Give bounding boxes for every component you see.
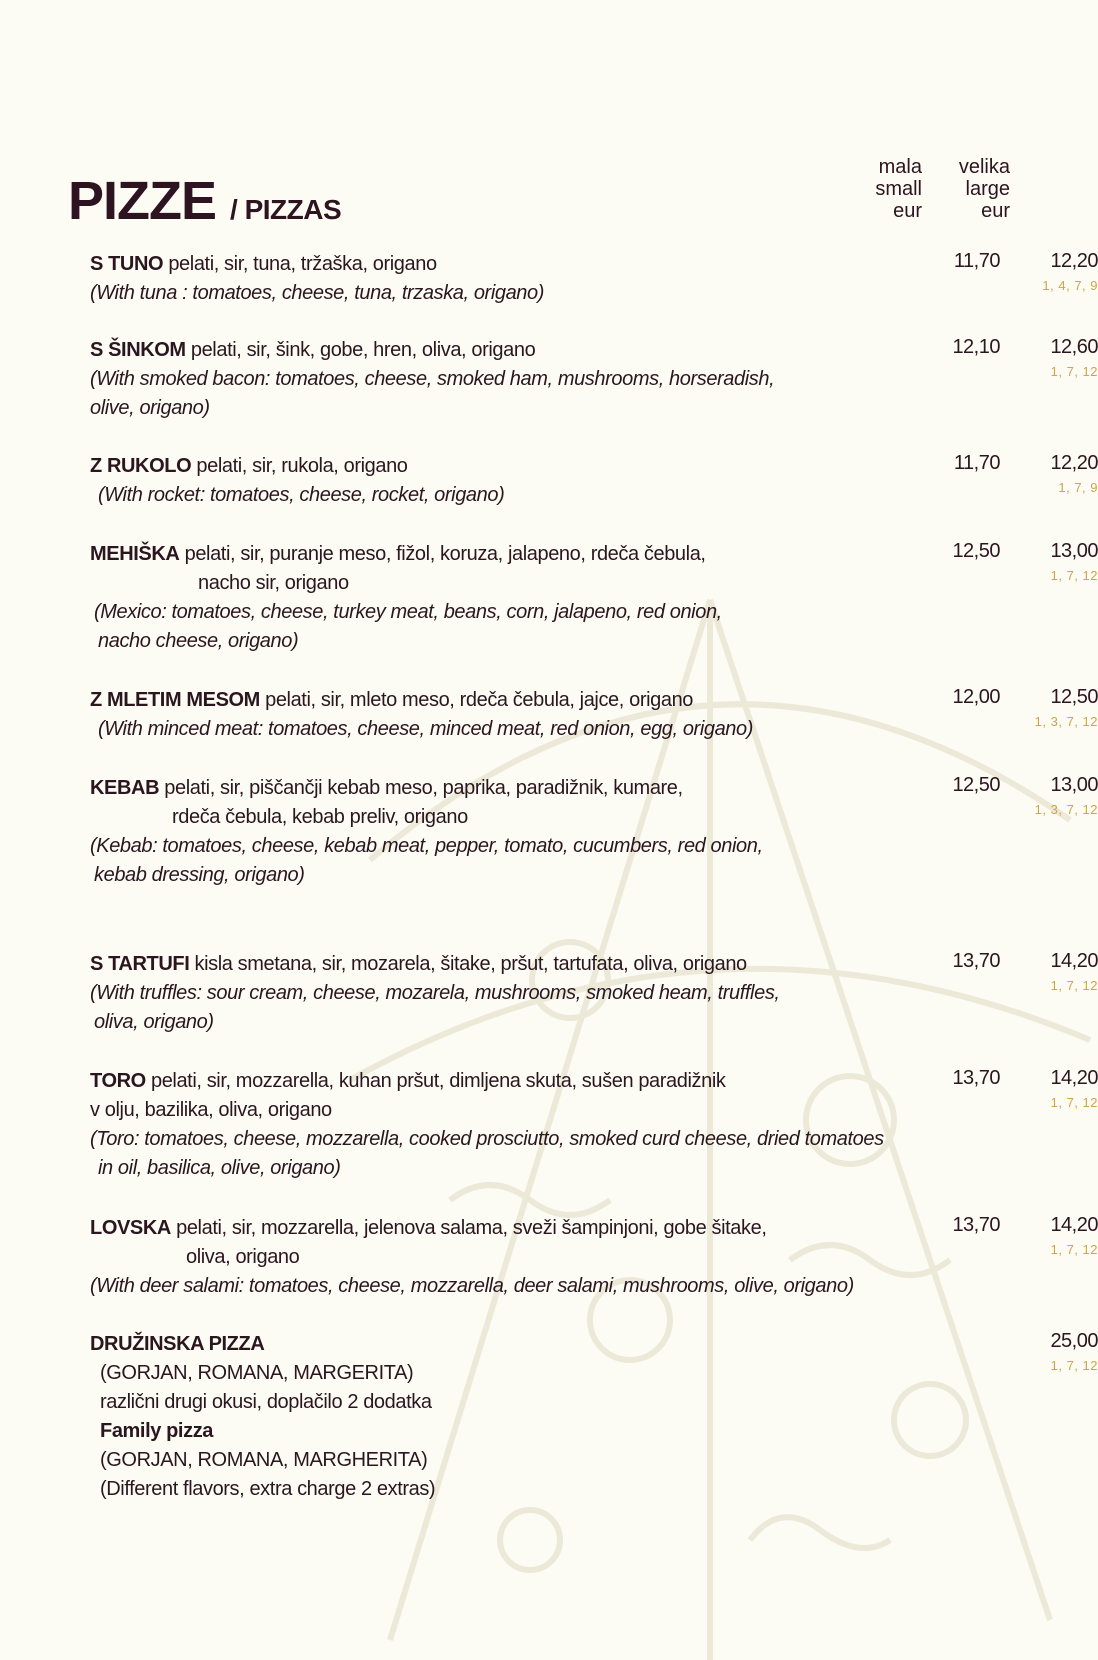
- item-description: [90, 540, 920, 656]
- family-flavors-english: (GORJAN, ROMANA, MARGHERITA): [100, 1449, 428, 1471]
- item-ingredients: pelati, sir, piščančji kebab meso, paprika, paradižnik, kumare,: [159, 777, 683, 799]
- item-name: TORO: [90, 1070, 146, 1092]
- menu-item: [90, 950, 1098, 1037]
- price-large: 12,60: [1050, 336, 1098, 358]
- column-large-label-sl: velika: [958, 156, 1010, 178]
- allergen-codes: 1, 3, 7, 12: [1034, 802, 1098, 817]
- item-name: DRUŽINSKA PIZZA: [90, 1333, 265, 1355]
- menu-item: [90, 452, 1098, 510]
- menu-item: [90, 336, 1098, 423]
- allergen-codes: 1, 3, 7, 12: [1034, 714, 1098, 729]
- item-english: (Toro: tomatoes, cheese, mozzarella, cooked prosciutto, smoked curd cheese, dried tomatoes: [90, 1128, 884, 1150]
- column-large-label-en: large: [965, 178, 1010, 200]
- allergen-codes: 1, 7, 12: [1050, 1242, 1098, 1257]
- allergen-codes: 1, 4, 7, 9: [1042, 278, 1098, 293]
- item-english: (With deer salami: tomatoes, cheese, mozzarella, deer salami, mushrooms, olive, origano): [90, 1275, 854, 1297]
- price-small: 13,70: [952, 1067, 1000, 1089]
- item-english-cont: kebab dressing, origano): [94, 864, 305, 886]
- family-note-english: (Different flavors, extra charge 2 extras): [100, 1478, 436, 1500]
- item-name: KEBAB: [90, 777, 160, 799]
- column-small-label-sl: mala: [878, 156, 922, 178]
- allergen-codes: 1, 7, 12: [1050, 1095, 1098, 1110]
- family-flavors: (GORJAN, ROMANA, MARGERITA): [100, 1362, 414, 1384]
- price-large: 14,20: [1050, 1214, 1098, 1236]
- price-large: 12,50: [1050, 686, 1098, 708]
- column-small-label-en: small: [875, 178, 922, 200]
- item-ingredients: pelati, sir, tuna, tržaška, origano: [163, 253, 437, 275]
- title-subtitle: / PIZZAS: [230, 194, 342, 225]
- price-small: 11,70: [953, 452, 1000, 474]
- menu-header: [0, 150, 1080, 230]
- price-small: 12,50: [952, 774, 1000, 796]
- column-large-currency: eur: [981, 200, 1010, 222]
- price-large: 12,20: [1050, 452, 1098, 474]
- family-pizza-description: [90, 1330, 1080, 1504]
- family-note: različni drugi okusi, doplačilo 2 dodatka: [100, 1391, 432, 1413]
- item-name: S ŠINKOM: [90, 339, 186, 361]
- item-description: [90, 774, 920, 890]
- item-ingredients-cont: nacho sir, origano: [198, 572, 349, 594]
- item-english: (With truffles: sour cream, cheese, mozarela, mushrooms, smoked heam, truffles,: [90, 982, 780, 1004]
- column-small-currency: eur: [893, 200, 922, 222]
- price-small: 11,70: [953, 250, 1000, 272]
- menu-item: [90, 774, 1098, 890]
- menu-item: [90, 1067, 1098, 1183]
- item-ingredients-cont: rdeča čebula, kebab preliv, origano: [172, 806, 468, 828]
- item-ingredients: pelati, sir, mozzarella, jelenova salama, sveži šampinjoni, gobe šitake,: [170, 1217, 767, 1239]
- item-english-cont: nacho cheese, origano): [98, 630, 299, 652]
- item-ingredients-cont: v olju, bazilika, oliva, origano: [90, 1099, 332, 1121]
- item-name: S TARTUFI: [90, 953, 190, 975]
- price-large: 14,20: [1050, 1067, 1098, 1089]
- item-ingredients: pelati, sir, rukola, origano: [191, 455, 408, 477]
- item-ingredients: kisla smetana, sir, mozarela, šitake, pršut, tartufata, oliva, origano: [189, 953, 747, 975]
- allergen-codes: 1, 7, 12: [1050, 1358, 1098, 1373]
- item-ingredients: pelati, sir, mleto meso, rdeča čebula, jajce, origano: [259, 689, 694, 711]
- allergen-codes: 1, 7, 9: [1058, 480, 1098, 495]
- price-large: 14,20: [1050, 950, 1098, 972]
- item-english-cont: in oil, basilica, olive, origano): [98, 1157, 341, 1179]
- item-description: [90, 452, 920, 510]
- item-ingredients: pelati, sir, šink, gobe, hren, oliva, origano: [185, 339, 536, 361]
- item-name: S TUNO: [90, 253, 164, 275]
- item-description: [90, 336, 810, 423]
- column-header-small: [852, 156, 922, 222]
- item-name: MEHIŠKA: [90, 543, 180, 565]
- item-name: LOVSKA: [90, 1217, 171, 1239]
- column-header-large: [940, 156, 1010, 222]
- item-description: [90, 686, 920, 744]
- menu-item: [90, 1214, 1098, 1301]
- item-english: (Kebab: tomatoes, cheese, kebab meat, pepper, tomato, cucumbers, red onion,: [90, 835, 763, 857]
- allergen-codes: 1, 7, 12: [1050, 364, 1098, 379]
- price-small: 12,50: [952, 540, 1000, 562]
- page-title: [68, 170, 341, 232]
- price-small: 12,00: [952, 686, 1000, 708]
- item-english-cont: oliva, origano): [94, 1011, 214, 1033]
- menu-item: [90, 686, 1098, 744]
- item-name: Z MLETIM MESOM: [90, 689, 260, 711]
- item-english: (With tuna : tomatoes, cheese, tuna, trzaska, origano): [90, 282, 545, 304]
- price-large: 13,00: [1050, 540, 1098, 562]
- item-ingredients-cont: oliva, origano: [186, 1246, 300, 1268]
- menu-item: [90, 250, 1098, 308]
- menu-item: [90, 540, 1098, 656]
- item-english: (With rocket: tomatoes, cheese, rocket, origano): [98, 484, 505, 506]
- price-large: 25,00: [1050, 1330, 1098, 1352]
- item-english: (With smoked bacon: tomatoes, cheese, smoked ham, mushrooms, horseradish, olive, origano): [90, 368, 775, 419]
- item-description: [90, 950, 920, 1037]
- item-description: [90, 250, 920, 308]
- item-ingredients: pelati, sir, puranje meso, fižol, koruza, jalapeno, rdeča čebula,: [179, 543, 706, 565]
- item-ingredients: pelati, sir, mozzarella, kuhan pršut, dimljena skuta, sušen paradižnik: [145, 1070, 726, 1092]
- allergen-codes: 1, 7, 12: [1050, 978, 1098, 993]
- title-main: PIZZE: [68, 171, 217, 231]
- price-large: 13,00: [1050, 774, 1098, 796]
- item-english: (With minced meat: tomatoes, cheese, minced meat, red onion, egg, origano): [98, 718, 754, 740]
- item-name: Z RUKOLO: [90, 455, 192, 477]
- item-english: (Mexico: tomatoes, cheese, turkey meat, beans, corn, jalapeno, red onion,: [94, 601, 722, 623]
- item-name-english: Family pizza: [100, 1420, 214, 1442]
- price-large: 12,20: [1050, 250, 1098, 272]
- price-small: 13,70: [952, 1214, 1000, 1236]
- price-small: 12,10: [952, 336, 1000, 358]
- allergen-codes: 1, 7, 12: [1050, 568, 1098, 583]
- price-small: 13,70: [952, 950, 1000, 972]
- menu-item-family: [90, 1330, 1098, 1504]
